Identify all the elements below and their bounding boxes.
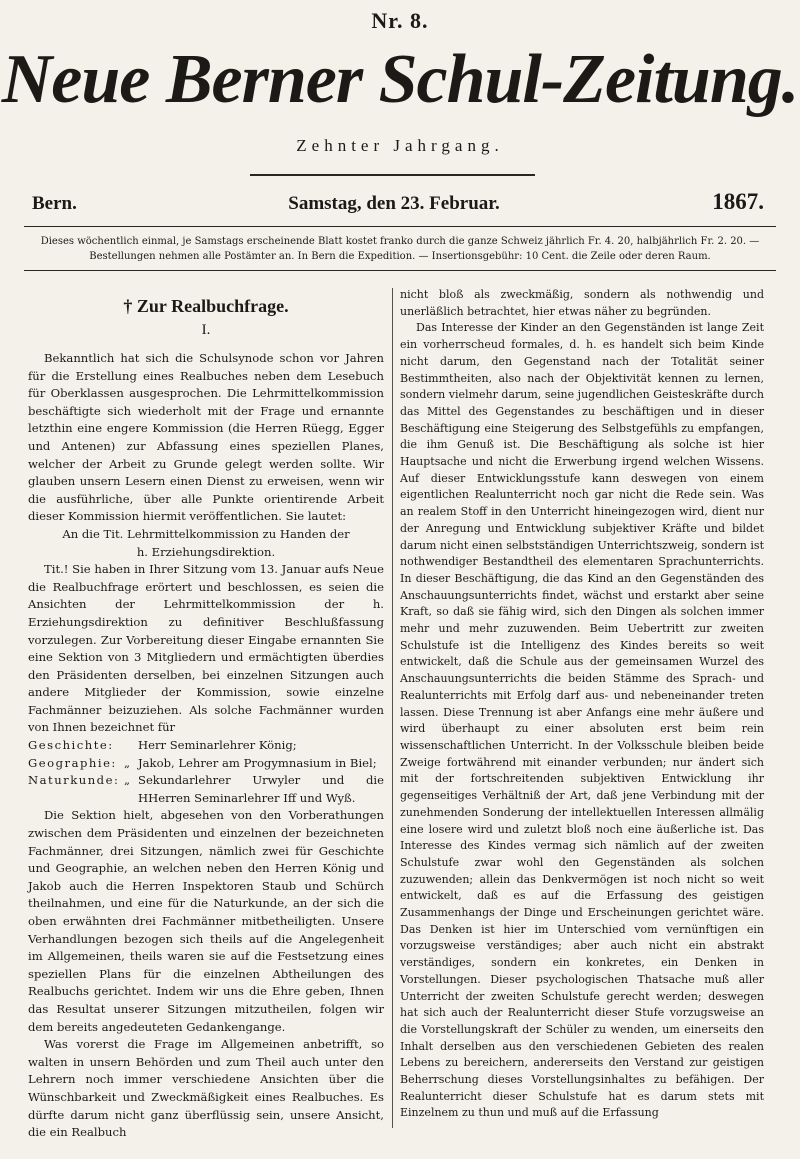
article-section-number: I. — [201, 322, 211, 338]
masthead-title: Neue Berner Schul-Zeitung. — [1, 41, 799, 118]
intro-paragraph: Bekanntlich hat sich die Schulsynode schon vor Jahren für die Erstellung eines Realbuches neben dem Lesebuch für Oberklassen ausgesprochen. Die Lehrmittelkommission beschäftigte sich wiederholt mit der Frage und ernannte letzthin eine engere Kommission (die Herren Rüegg, Egger und Antenen) zur Abfassung eines speziellen Planes, welcher der Arbeit zu Grunde gelegt werden sollte. Wir glauben unsern Lesern einen Dienst zu erweisen, wenn wir die ausführliche, über alle Punkte orientirende Arbeit dieser Kommission hiermit veröffentlichen. Sie lautet: — [28, 351, 384, 524]
notice-line: Dieses wöchentlich einmal, je Samstags erscheinende Blatt kostet franko durch die ganze Schweiz jährlich Fr. 4. 20, halbjährlich Fr. 2. 20. — — [40, 236, 760, 247]
expert-subject: Naturkunde: — [28, 773, 120, 788]
expert-name: Herr Seminarlehrer König; — [138, 738, 297, 753]
issue-year: 1867. — [712, 189, 764, 214]
article-title: † Zur Realbuchfrage. — [123, 296, 289, 316]
notice-line: Bestellungen nehmen alle Postämter an. In Bern die Expedition. — Insertionsgebühr: 10 Cent. die Zeile oder deren Raum. — [89, 251, 711, 262]
expert-subject: Geschichte: — [28, 738, 114, 753]
ditto-mark: „ — [124, 755, 131, 770]
expert-list — [28, 737, 384, 807]
letter-paragraph: Tit.! Sie haben in Ihrer Sitzung vom 13. Januar aufs Neue die Realbuchfrage erörtert und beschlossen, es seien die Ansichten der Lehrmittelkommission der h. Erziehungsdirektion zu definitiver Beschlußfassung vorzulegen. Zur Vorbereitung dieser Eingabe ernannten Sie eine Sektion von 3 Mitgliedern und ermächtigten überdies den Präsidenten derselben, bei einzelnen Sitzungen auch andere Mitglieder der Kommission, sowie einzelne Fachmänner beizuziehen. Als solche Fachmänner wurden von Ihnen bezeichnet für — [28, 562, 384, 735]
left-column — [28, 350, 384, 1142]
expert-name: Jakob, Lehrer am Progymnasium in Biel; — [138, 755, 377, 770]
ditto-mark — [124, 737, 138, 755]
volume-line: Zehnter Jahrgang. — [296, 136, 504, 155]
dateline — [24, 189, 764, 219]
subscription-notice — [30, 234, 770, 264]
place-of-publication: Bern. — [32, 193, 77, 214]
continued-paragraph: nicht bloß als zweckmäßig, sondern als nothwendig und unerläßlich betrachtet, hier etwas näher zu begründen. — [400, 288, 764, 318]
column-divider — [392, 288, 393, 1128]
expert-row — [28, 772, 384, 807]
expert-row — [28, 755, 384, 773]
masthead-divider — [250, 174, 535, 176]
expert-name: Sekundarlehrer Urwyler und die HHerren Seminarlehrer Iff und Wyß. — [138, 773, 384, 805]
issue-number: Nr. 8. — [371, 8, 429, 33]
letter-address-line: h. Erziehungsdirektion. — [136, 544, 276, 559]
body-paragraph: Das Interesse der Kinder an den Gegenständen ist lange Zeit ein vorherrscheud formales, d. h. es handelt sich beim Kinde nicht darum, den Gegenstand nach der Totalität seiner Bestimmtheiten, also nach der Objektivität kennen zu lernen, sondern vielmehr darum, seine jugendlichen Geisteskräfte durch das Mittel des Gegenstandes zu beschäftigen und in dieser Beschäftigung eine Steigerung des Selbstgefühls zu empfangen, die ihm Genuß ist. Die Beschäftigung als solche ist hier Hauptsache und nicht die Erwerbung irgend welchen Wissens. Auf dieser Entwicklungsstufe kann deswegen von einem eigentlichen Realunterricht noch gar nicht die Rede sein. Was an realem Stoff in den Unterricht hineingezogen wird, dient nur der Anregung und Entwicklung subjektiver Kräfte und bildet darum nicht einen selbstständigen Unterrichtszweig, sondern ist nothwendiger Bestandtheil des elementaren Sprachunterrichts. In dieser Beschäftigung, die das Kind an den Gegenständen des Anschauungsunterrichts findet, wächst und erstarkt aber seine Kraft, so daß sie fähig wird, sich den Dingen als solchen immer mehr und mehr zuzuwenden. Beim Uebertritt zur zweiten Schulstufe ist die Intelligenz des Kindes bereits so weit entwickelt, daß die Schule aus der gemeinsamen Wurzel des Anschauungsunterrichts die beiden Stämme des Sprach- und Realunterrichts mit Erfolg darf aus- und nebeneinander treten lassen. Diese Trennung ist aber Anfangs eine mehr äußere und wird überhaupt zu einer absoluten erst beim rein wissenschaftlichen Unterricht. In der Volksschule bleiben beide Zweige fortwährend mit einander verbunden; nur ändert sich mit der fortschreitenden subjektiven Entwicklung ihr gegenseitiges Verhältniß der Art, daß jene Verbindung mit der zunehmenden Sonderung der intellektuellen Interessen allmälig eine losere wird und zuletzt bloß noch eine äußerliche ist. Das Interesse des Kindes vermag sich nämlich auf der zweiten Schulstufe zwar wohl den Gegenständen als solchen zuzuwenden; allein das Denkvermögen ist noch nicht so weit entwickelt, daß es auf die Erfassung des geistigen Zusammenhangs der Dinge und Erscheinungen gerichtet wäre. Das Denken ist hier im Unterschied vom vernünftigen ein vorzugsweise verständiges; aber auch nicht ein abstrakt verständiges, sondern ein konkretes, ein Denken in Vorstellungen. Dieser psychologischen Thatsache muß aller Unterricht der zweiten Schulstufe gerecht werden; deswegen hat sich auch der Realunterricht dieser Stufe vorzugsweise an die Vorstellungskraft der Schüler zu wenden, um einerseits den Inhalt derselben aus den verschiedenen Gebieten des realen Lebens zu bereichern, andererseits den Verstand zur geistigen Beherrschung dieses Vorstellungsinhaltes zu befähigen. Der Realunterricht dieser Schulstufe hat es darum stets mit Einzelnem zu thun und muß auf die Erfassung — [400, 321, 764, 1120]
right-column — [400, 287, 764, 1122]
letter-paragraph: Die Sektion hielt, abgesehen von den Vorberathungen zwischen dem Präsidenten und einzelnen der bezeichneten Fachmänner, drei Sitzungen, nämlich zwei für Geschichte und Geographie, an welchen neben den Herren König und Jakob auch die Herren Inspektoren Staub und Schürch theilnahmen, und eine für die Naturkunde, an der sich die oben erwähnten drei Fachmänner mitbetheiligten. Unsere Verhandlungen bezogen sich theils auf die Angelegenheit im Allgemeinen, theils waren sie auf die Festsetzung eines speziellen Plans für die einzelnen Abtheilungen des Realbuchs gerichtet. Indem wir uns die Ehre geben, Ihnen das Resultat unserer Sitzungen mitzutheilen, folgen wir dem bereits angedeuteten Gedankengange. — [28, 808, 384, 1034]
expert-subject: Geographie: — [28, 755, 117, 770]
notice-top-rule — [24, 226, 776, 227]
ditto-mark: „ — [124, 773, 131, 788]
letter-paragraph: Was vorerst die Frage im Allgemeinen anbetrifft, so walten in unsern Behörden und zum Theil auch unter den Lehrern noch immer verschiedene Ansichten über die Wünschbarkeit und Zweckmäßigkeit eines Realbuches. Es dürfte darum nicht ganz überflüssig sein, unsere Ansicht, die ein Realbuch — [28, 1037, 384, 1140]
issue-date: Samstag, den 23. Februar. — [288, 193, 500, 214]
notice-bottom-rule — [24, 270, 776, 271]
expert-row — [28, 737, 384, 755]
letter-address-line: An die Tit. Lehrmittelkommission zu Handen der — [62, 526, 350, 541]
